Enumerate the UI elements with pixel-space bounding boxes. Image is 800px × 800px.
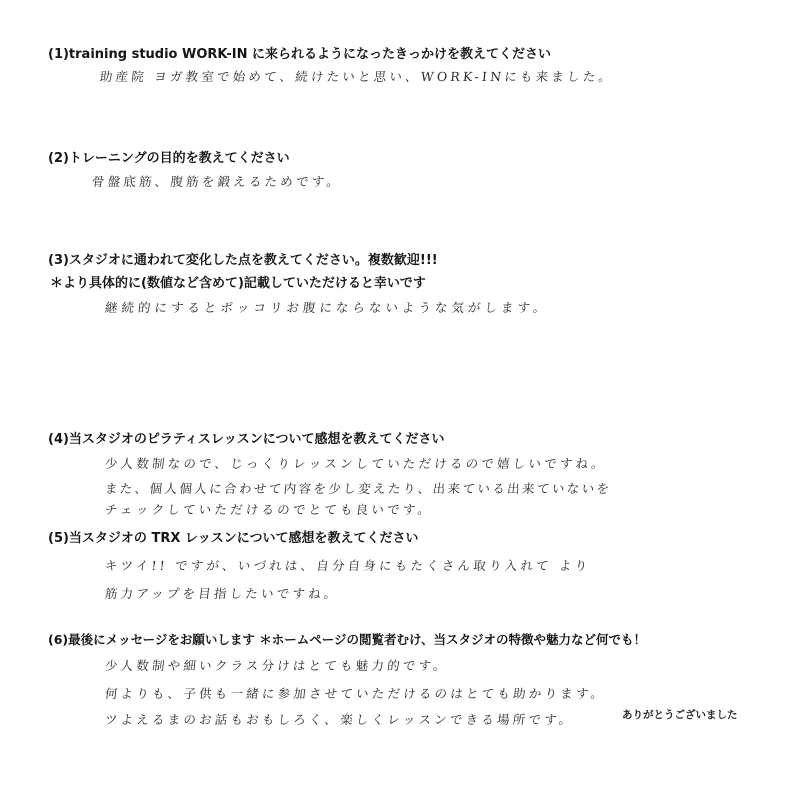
answer-4-line-3: チェックしていただけるのでとても良いです。 bbox=[104, 502, 435, 517]
answer-6-line-1: 少人数制や細いクラス分けはとても魅力的です。 bbox=[104, 658, 450, 673]
question-5: (5)当スタジオの TRX レッスンについて感想を教えてください bbox=[48, 531, 419, 546]
question-6: (6)最後にメッセージをお願いします ＊ホームページの閲覧者むけ、当スタジオの特徴や魅力など何でも！ bbox=[48, 632, 646, 647]
answer-3: 継続的にするとポッコリお腹にならないような気がします。 bbox=[104, 300, 551, 315]
question-1: (1)training studio WORK-IN に来られるようになったきっかけを教えてください bbox=[48, 47, 551, 62]
question-3-note: ＊より具体的に(数値など含めて)記載していただけると幸いです bbox=[50, 276, 426, 291]
closing-thanks: ありがとうございました bbox=[622, 709, 738, 721]
answer-4-line-2: また、個人個人に合わせて内容を少し変えたり、出来ている出来ていないを bbox=[104, 481, 613, 496]
question-2: (2)トレーニングの目的を教えてください bbox=[48, 151, 290, 166]
answer-5-line-2: 筋力アップを目指したいですね。 bbox=[104, 586, 341, 601]
answer-6-line-3: ツよえるまのお話もおもしろく、楽しくレッスンできる場所です。 bbox=[104, 712, 576, 727]
answer-1: 助産院 ヨガ教室で始めて、続けたいと思い、WORK-INにも来ました。 bbox=[99, 69, 616, 84]
answer-4-line-1: 少人数制なので、じっくりレッスンしていただけるので嬉しいですね。 bbox=[104, 456, 608, 471]
question-4: (4)当スタジオのピラティスレッスンについて感想を教えてください bbox=[48, 432, 445, 447]
answer-6-line-2: 何よりも、子供も一緒に参加させていただけるのはとても助かります。 bbox=[104, 686, 608, 701]
answer-2: 骨盤底筋、腹筋を鍛えるためです。 bbox=[91, 174, 343, 189]
question-3: (3)スタジオに通われて変化した点を教えてください。複数歓迎!!! bbox=[48, 253, 438, 268]
answer-5-line-1: キツイ!! ですが、いづれは、自分自身にもたくさん取り入れて より bbox=[104, 558, 592, 573]
